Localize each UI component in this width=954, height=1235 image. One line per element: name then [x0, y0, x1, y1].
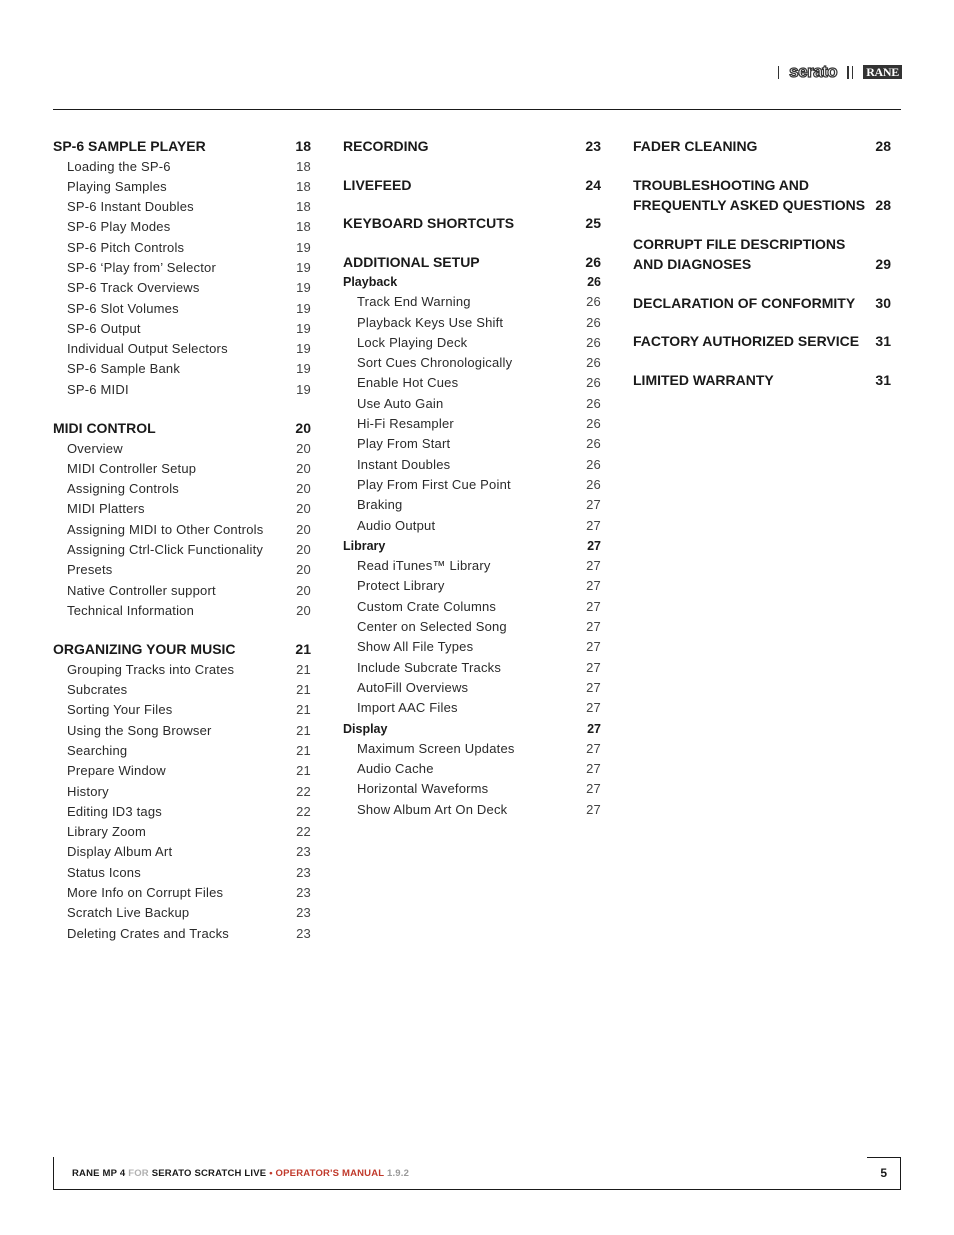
- toc-entry[interactable]: [53, 380, 311, 400]
- toc-entry[interactable]: [53, 459, 311, 479]
- entry-label: SP-6 Play Modes: [67, 219, 171, 235]
- toc-entry[interactable]: [343, 414, 601, 434]
- section-title: TROUBLESHOOTING AND FREQUENTLY ASKED QUESTIONS: [633, 176, 866, 213]
- toc-entry[interactable]: [53, 197, 311, 217]
- header-logos: [778, 62, 902, 82]
- toc-entry[interactable]: [53, 238, 311, 258]
- toc-entry[interactable]: [53, 520, 311, 540]
- entry-label: Individual Output Selectors: [67, 341, 228, 357]
- entry-page: 26: [586, 314, 601, 330]
- toc-entry[interactable]: [53, 157, 311, 177]
- section-page: 29: [875, 256, 891, 272]
- entry-label: Horizontal Waveforms: [357, 781, 489, 797]
- entry-page: 27: [586, 578, 601, 594]
- entry-label: Assigning Controls: [67, 481, 179, 497]
- entry-label: Prepare Window: [67, 763, 166, 779]
- toc-entry[interactable]: [343, 779, 601, 799]
- entry-page: 26: [586, 456, 601, 472]
- section-page: 23: [585, 138, 601, 154]
- entry-page: 27: [586, 740, 601, 756]
- entry-page: 20: [296, 582, 311, 598]
- toc-entry[interactable]: [53, 883, 311, 903]
- entry-label: SP-6 MIDI: [67, 381, 129, 397]
- section-heading[interactable]: [633, 331, 891, 352]
- section-title: RECORDING: [343, 138, 429, 154]
- section-title: ORGANIZING YOUR MUSIC: [53, 641, 236, 658]
- section-heading[interactable]: [343, 213, 601, 234]
- entry-page: 20: [296, 562, 311, 578]
- toc-entry[interactable]: [343, 739, 601, 759]
- entry-page: 19: [296, 341, 311, 357]
- subsection-heading[interactable]: [343, 536, 601, 556]
- rane-logo: RANE: [863, 65, 902, 79]
- toc-entry[interactable]: [343, 394, 601, 414]
- entry-label: Status Icons: [67, 864, 141, 880]
- entry-label: Assigning Ctrl-Click Functionality: [67, 542, 264, 558]
- toc-entry[interactable]: [53, 761, 311, 781]
- toc-entry[interactable]: [53, 439, 311, 459]
- entry-page: 18: [296, 199, 311, 215]
- entry-label: SP-6 Sample Bank: [67, 361, 181, 377]
- section-page: 28: [875, 197, 891, 213]
- section-title: SP-6 SAMPLE PLAYER: [53, 138, 206, 154]
- double-divider: [847, 66, 853, 79]
- entry-page: 18: [296, 158, 311, 174]
- entry-page: 26: [586, 476, 601, 492]
- entry-label: Hi-Fi Resampler: [357, 416, 454, 432]
- entry-label: SP-6 Track Overviews: [67, 280, 200, 296]
- entry-page: 18: [296, 178, 311, 194]
- section-heading[interactable]: [633, 175, 891, 216]
- entry-page: 22: [296, 803, 311, 819]
- entry-page: 19: [296, 300, 311, 316]
- entry-page: 26: [586, 375, 601, 391]
- toc-entry[interactable]: [343, 698, 601, 718]
- entry-page: 19: [296, 280, 311, 296]
- toc-entry[interactable]: [343, 455, 601, 475]
- entry-page: 22: [296, 783, 311, 799]
- entry-page: 26: [586, 395, 601, 411]
- toc-entry[interactable]: [53, 278, 311, 298]
- toc-entry[interactable]: [343, 292, 601, 312]
- entry-page: 22: [296, 824, 311, 840]
- toc-section: [633, 331, 891, 352]
- entry-label: Track End Warning: [357, 294, 471, 310]
- toc-column-3: [633, 136, 891, 408]
- entry-label: Subcrates: [67, 682, 128, 698]
- entry-page: 20: [296, 481, 311, 497]
- toc-entry[interactable]: [53, 924, 311, 944]
- entry-page: 19: [296, 320, 311, 336]
- toc-entry[interactable]: [343, 434, 601, 454]
- toc-section: [633, 234, 891, 275]
- section-page: 18: [295, 138, 311, 154]
- entry-page: 21: [296, 702, 311, 718]
- toc-section: [343, 136, 601, 157]
- toc-entry[interactable]: [53, 782, 311, 802]
- entry-page: 27: [586, 801, 601, 817]
- entry-label: Play From First Cue Point: [357, 476, 511, 492]
- entry-label: SP-6 ‘Play from’ Selector: [67, 259, 217, 275]
- toc-entry[interactable]: [53, 560, 311, 580]
- toc-entry[interactable]: [53, 601, 311, 621]
- toc-section: [343, 175, 601, 196]
- entry-page: 27: [587, 538, 601, 553]
- entry-label: Library Zoom: [67, 824, 146, 840]
- entry-page: 27: [586, 700, 601, 716]
- entry-label: SP-6 Output: [67, 320, 141, 336]
- section-page: 24: [585, 176, 601, 193]
- entry-label: Overview: [67, 440, 123, 456]
- toc-entry[interactable]: [53, 359, 311, 379]
- serato-logo: serato: [789, 62, 838, 81]
- toc-section: [633, 136, 891, 157]
- entry-page: 20: [296, 602, 311, 618]
- toc-entry[interactable]: [53, 863, 311, 883]
- entry-page: 27: [586, 659, 601, 675]
- entry-page: 23: [296, 905, 311, 921]
- entry-label: Show Album Art On Deck: [357, 801, 508, 817]
- section-title: LIVEFEED: [343, 176, 412, 193]
- section-title: FADER CLEANING: [633, 138, 758, 154]
- toc-entry[interactable]: [343, 373, 601, 393]
- entry-page: 26: [586, 294, 601, 310]
- section-page: 26: [585, 253, 601, 270]
- entry-label: Play From Start: [357, 436, 451, 452]
- entry-label: Braking: [357, 497, 403, 513]
- entry-label: Instant Doubles: [357, 456, 451, 472]
- entry-label: Technical Information: [67, 602, 195, 618]
- section-page: 31: [875, 333, 891, 349]
- entry-label: SP-6 Instant Doubles: [67, 199, 194, 215]
- toc-entry[interactable]: [53, 499, 311, 519]
- toc-section: [53, 639, 311, 944]
- entry-page: 27: [587, 721, 601, 736]
- entry-label: Lock Playing Deck: [357, 334, 468, 350]
- entry-page: 19: [296, 259, 311, 275]
- entry-page: 18: [296, 219, 311, 235]
- section-heading[interactable]: [53, 418, 311, 439]
- toc-section: [633, 370, 891, 391]
- entry-label: Protect Library: [357, 578, 445, 594]
- entry-label: Scratch Live Backup: [67, 905, 190, 921]
- section-heading[interactable]: [633, 234, 891, 275]
- section-page: 25: [585, 215, 601, 231]
- toc-section: [633, 175, 891, 216]
- toc-entry[interactable]: [53, 581, 311, 601]
- toc-entry[interactable]: [343, 637, 601, 657]
- entry-label: SP-6 Pitch Controls: [67, 239, 185, 255]
- footer-title: RANE MP 4 FOR SERATO SCRATCH LIVE • OPERATOR'S MANUAL 1.9.2: [72, 1168, 410, 1179]
- subsection-heading[interactable]: [343, 272, 601, 292]
- entry-label: Playback Keys Use Shift: [357, 314, 504, 330]
- toc-section: [53, 418, 311, 621]
- entry-label: Editing ID3 tags: [67, 803, 162, 819]
- entry-label: Import AAC Files: [357, 700, 458, 716]
- entry-label: Using the Song Browser: [67, 722, 212, 738]
- entry-label: Display Album Art: [67, 844, 173, 860]
- toc-entry[interactable]: [343, 759, 601, 779]
- entry-page: 23: [296, 844, 311, 860]
- entry-page: 20: [296, 440, 311, 456]
- toc-entry[interactable]: [343, 576, 601, 596]
- entry-page: 26: [586, 334, 601, 350]
- section-title: ADDITIONAL SETUP: [343, 253, 480, 270]
- toc-entry[interactable]: [343, 313, 601, 333]
- section-title: DECLARATION OF CONFORMITY: [633, 294, 856, 311]
- entry-label: Sort Cues Chronologically: [357, 355, 513, 371]
- entry-page: 27: [586, 761, 601, 777]
- toc-entry[interactable]: [53, 299, 311, 319]
- entry-label: Read iTunes™ Library: [357, 558, 491, 574]
- toc-entry[interactable]: [53, 217, 311, 237]
- toc-entry[interactable]: [53, 741, 311, 761]
- entry-page: 27: [586, 517, 601, 533]
- toc-entry[interactable]: [343, 678, 601, 698]
- entry-label: Assigning MIDI to Other Controls: [67, 521, 264, 537]
- header-rule: [53, 109, 901, 110]
- entry-label: Show All File Types: [357, 639, 474, 655]
- section-title: FACTORY AUTHORIZED SERVICE: [633, 333, 860, 349]
- entry-label: AutoFill Overviews: [357, 679, 469, 695]
- entry-label: Loading the SP-6: [67, 158, 171, 174]
- section-page: 20: [295, 420, 311, 437]
- toc-entry[interactable]: [53, 540, 311, 560]
- entry-page: 19: [296, 381, 311, 397]
- entry-label: Display: [343, 721, 388, 736]
- footer: [53, 1157, 901, 1190]
- entry-page: 21: [296, 661, 311, 677]
- entry-label: MIDI Platters: [67, 501, 145, 517]
- toc-entry[interactable]: [53, 802, 311, 822]
- toc-entry[interactable]: [53, 822, 311, 842]
- entry-label: More Info on Corrupt Files: [67, 885, 224, 900]
- entry-page: 26: [586, 355, 601, 371]
- entry-label: Use Auto Gain: [357, 395, 444, 411]
- entry-page: 27: [586, 497, 601, 513]
- toc-entry[interactable]: [343, 495, 601, 515]
- toc-section: [633, 293, 891, 314]
- entry-page: 27: [586, 679, 601, 695]
- entry-label: Playing Samples: [67, 178, 167, 194]
- toc-section: [343, 252, 601, 821]
- toc-column-1: [53, 136, 311, 962]
- entry-label: Presets: [67, 562, 113, 578]
- toc-entry[interactable]: [53, 177, 311, 197]
- entry-label: Include Subcrate Tracks: [357, 659, 502, 675]
- toc-entry[interactable]: [343, 597, 601, 617]
- section-page: 21: [295, 641, 311, 658]
- section-page: 30: [875, 294, 891, 311]
- entry-page: 27: [586, 619, 601, 635]
- entry-label: SP-6 Slot Volumes: [67, 300, 179, 316]
- entry-label: Grouping Tracks into Crates: [67, 661, 235, 677]
- entry-page: 20: [296, 501, 311, 517]
- toc-entry[interactable]: [343, 617, 601, 637]
- divider-bar: [778, 66, 780, 79]
- toc-entry[interactable]: [343, 800, 601, 820]
- entry-label: Native Controller support: [67, 582, 216, 598]
- toc-section: [343, 213, 601, 234]
- entry-page: 27: [586, 639, 601, 655]
- toc-entry[interactable]: [343, 333, 601, 353]
- entry-page: 27: [586, 558, 601, 574]
- entry-page: 26: [587, 275, 601, 289]
- entry-page: 23: [296, 885, 311, 900]
- section-heading[interactable]: [343, 175, 601, 196]
- entry-label: Enable Hot Cues: [357, 375, 459, 391]
- entry-label: MIDI Controller Setup: [67, 460, 197, 476]
- section-heading[interactable]: [53, 639, 311, 660]
- section-page: 28: [875, 138, 891, 154]
- entry-label: Library: [343, 538, 386, 553]
- entry-page: 27: [586, 781, 601, 797]
- entry-page: 20: [296, 521, 311, 537]
- toc-entry[interactable]: [53, 319, 311, 339]
- entry-page: 20: [296, 460, 311, 476]
- entry-page: 21: [296, 742, 311, 758]
- toc-column-2: [343, 136, 601, 838]
- section-title: CORRUPT FILE DESCRIPTIONS AND DIAGNOSES: [633, 235, 846, 272]
- toc-entry[interactable]: [343, 516, 601, 536]
- entry-page: 19: [296, 239, 311, 255]
- subsection-heading[interactable]: [343, 719, 601, 739]
- entry-label: Playback: [343, 275, 398, 289]
- entry-page: 27: [586, 598, 601, 614]
- toc-entry[interactable]: [53, 479, 311, 499]
- section-heading[interactable]: [343, 252, 601, 273]
- entry-page: 19: [296, 361, 311, 377]
- section-title: KEYBOARD SHORTCUTS: [343, 215, 515, 231]
- toc-entry[interactable]: [53, 660, 311, 680]
- entry-label: Maximum Screen Updates: [357, 740, 515, 756]
- toc-entry[interactable]: [53, 842, 311, 862]
- section-title: LIMITED WARRANTY: [633, 371, 774, 388]
- page-number: 5: [880, 1166, 887, 1180]
- toc-entry[interactable]: [53, 700, 311, 720]
- toc-entry[interactable]: [343, 658, 601, 678]
- section-heading[interactable]: [633, 370, 891, 391]
- entry-page: 23: [296, 925, 311, 941]
- toc-section: [53, 136, 311, 400]
- section-heading[interactable]: [633, 293, 891, 314]
- entry-label: Custom Crate Columns: [357, 598, 497, 614]
- toc-entry[interactable]: [53, 903, 311, 923]
- entry-page: 26: [586, 416, 601, 432]
- entry-label: Sorting Your Files: [67, 702, 173, 718]
- entry-page: 20: [296, 542, 311, 558]
- section-heading[interactable]: [343, 136, 601, 157]
- section-title: MIDI CONTROL: [53, 420, 156, 437]
- toc-entry[interactable]: [53, 680, 311, 700]
- toc-entry[interactable]: [53, 339, 311, 359]
- toc-entry[interactable]: [53, 721, 311, 741]
- section-heading[interactable]: [53, 136, 311, 157]
- entry-page: 21: [296, 682, 311, 698]
- entry-label: Center on Selected Song: [357, 619, 507, 635]
- entry-label: Audio Cache: [357, 761, 434, 777]
- entry-page: 21: [296, 763, 311, 779]
- toc-entry[interactable]: [343, 353, 601, 373]
- entry-label: Deleting Crates and Tracks: [67, 925, 229, 941]
- entry-page: 26: [586, 436, 601, 452]
- entry-page: 23: [296, 864, 311, 880]
- toc-entry[interactable]: [53, 258, 311, 278]
- toc-entry[interactable]: [343, 475, 601, 495]
- section-heading[interactable]: [633, 136, 891, 157]
- entry-label: History: [67, 783, 109, 799]
- toc-entry[interactable]: [343, 556, 601, 576]
- entry-page: 21: [296, 722, 311, 738]
- entry-label: Audio Output: [357, 517, 436, 533]
- entry-label: Searching: [67, 742, 128, 758]
- section-page: 31: [875, 371, 891, 388]
